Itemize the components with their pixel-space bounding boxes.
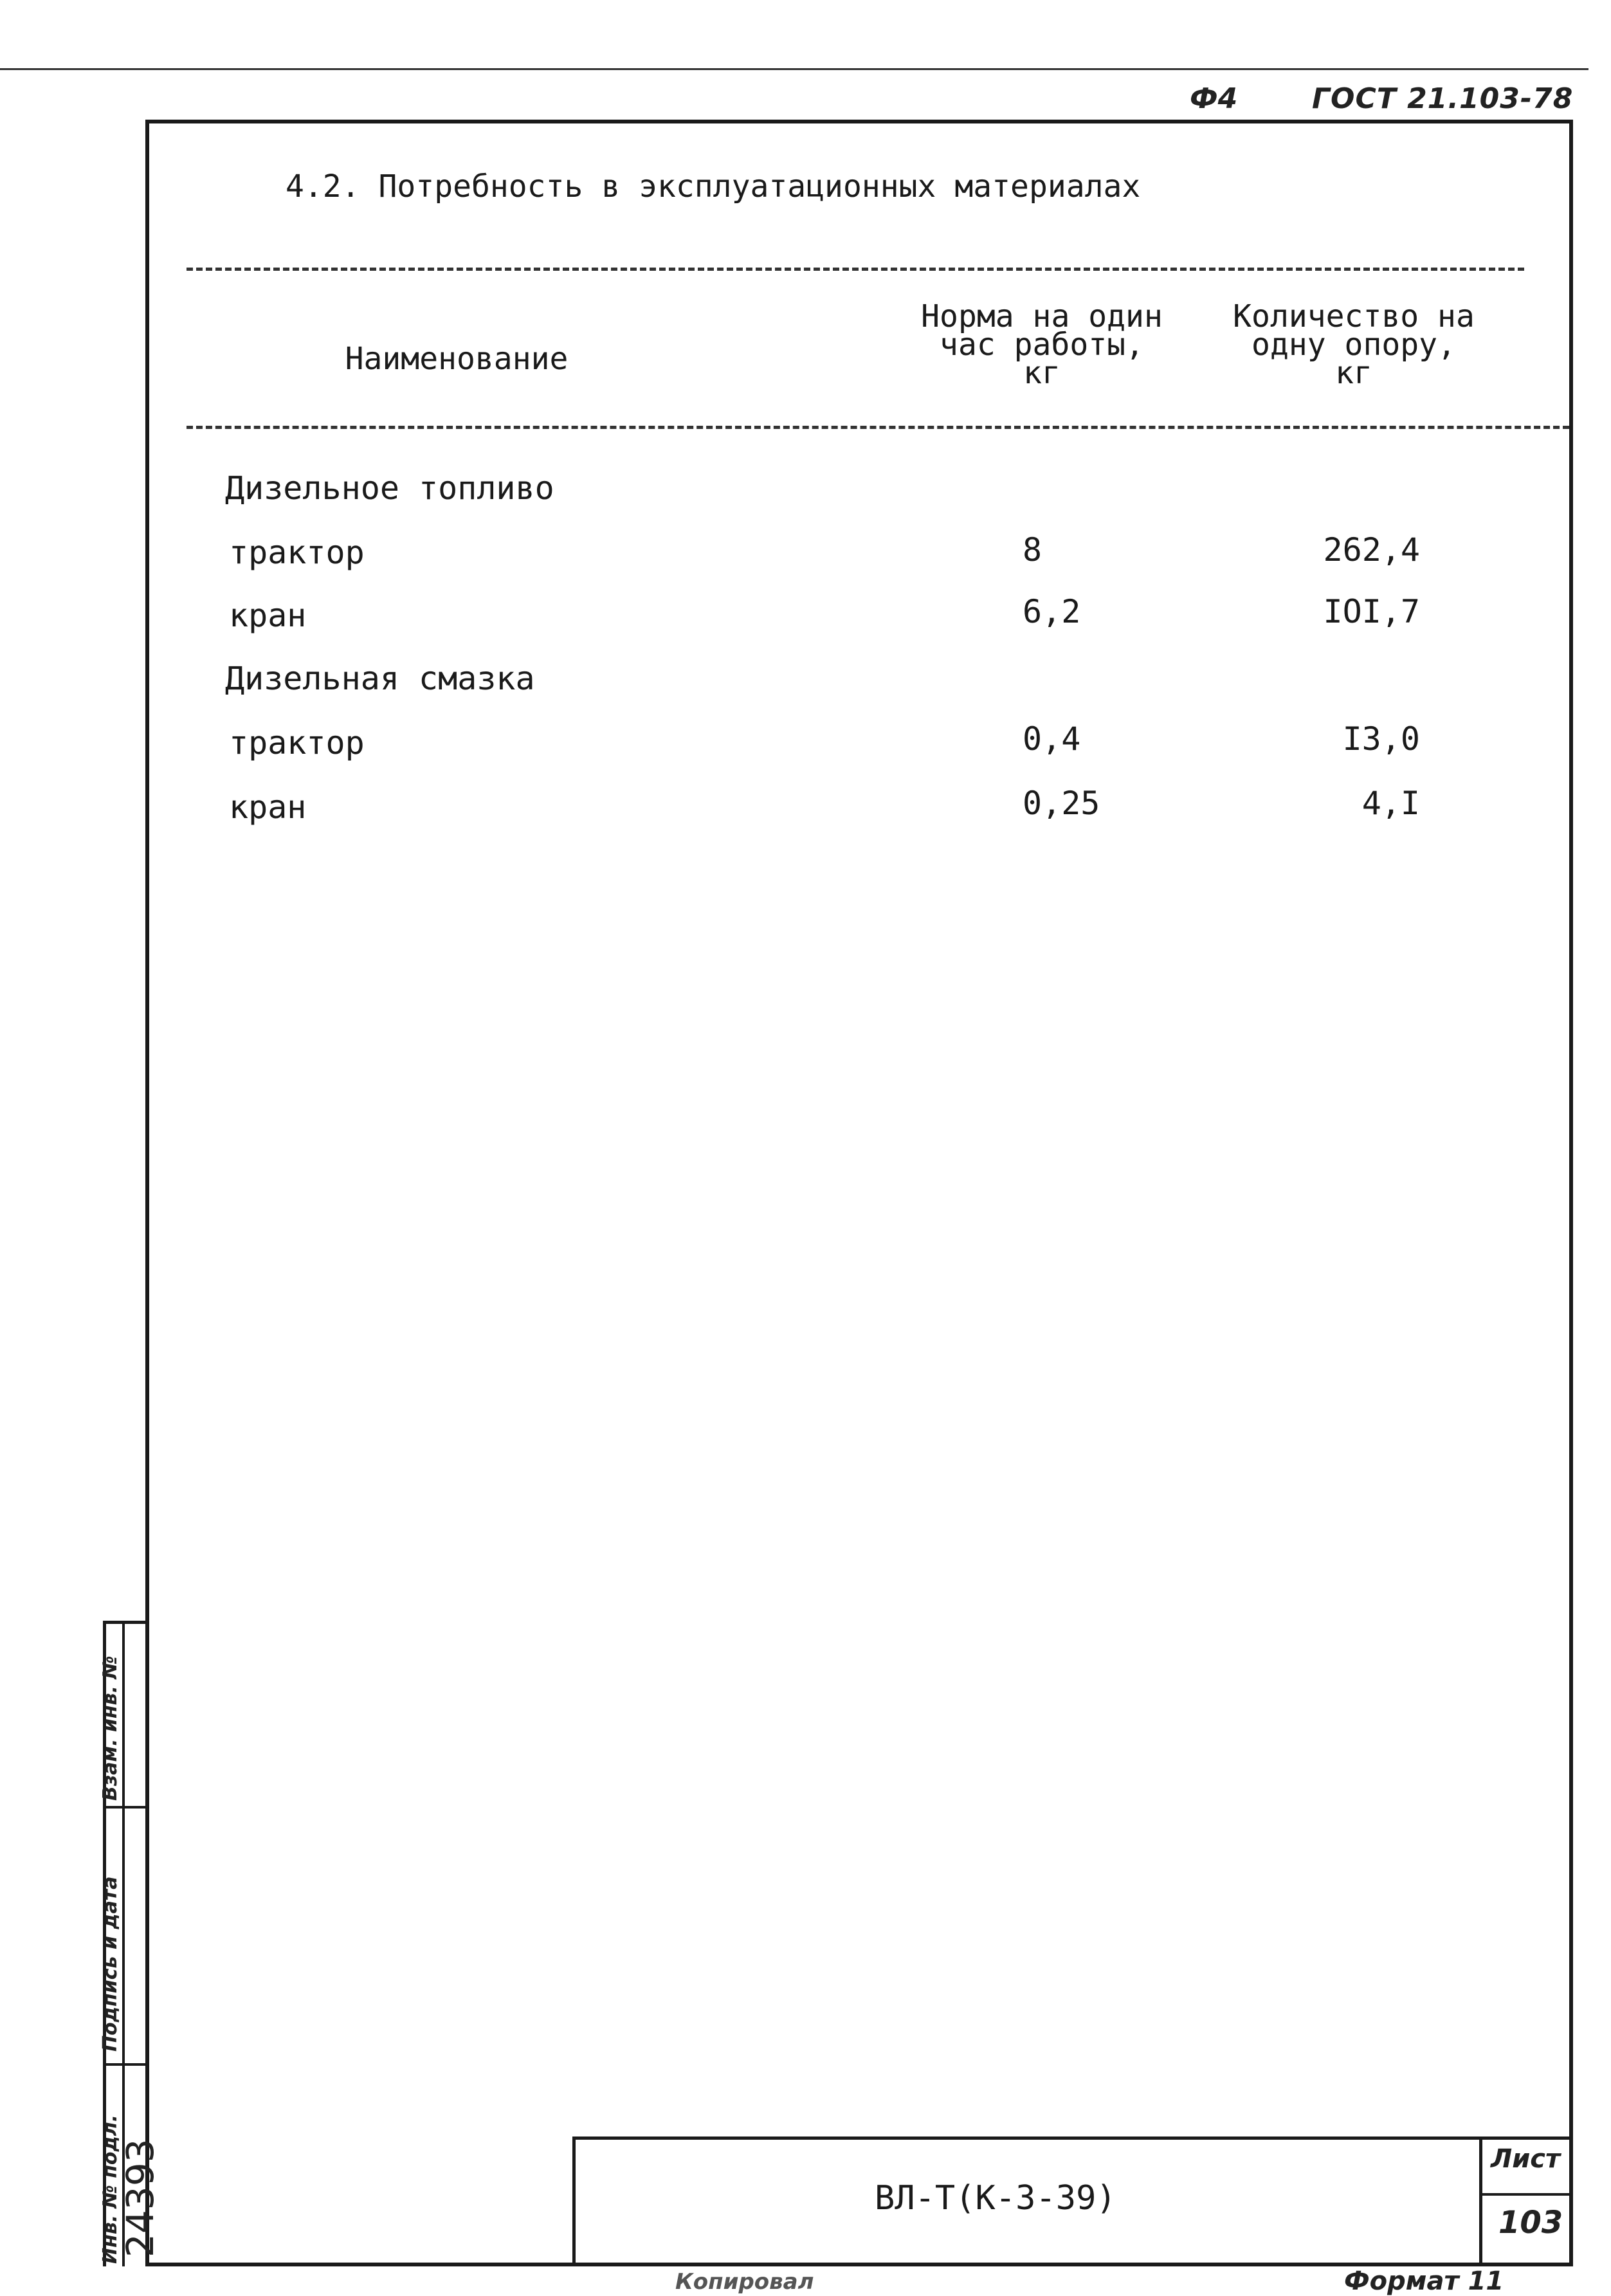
side-stamp-sep: [103, 2063, 148, 2066]
title-block-sheet-rule: [1479, 2193, 1573, 2196]
row-qty: I3,0: [1342, 720, 1420, 758]
table-header-rule: [187, 426, 1569, 429]
row-qty: 4,I: [1361, 785, 1420, 822]
row-name: трактор: [229, 724, 365, 761]
signature-date-label: Подпись и дата: [99, 1876, 122, 2052]
header-name: Наименование: [345, 341, 569, 377]
side-stamp-sep: [103, 1806, 148, 1809]
row-norm: 8: [1023, 531, 1042, 569]
row-norm: 0,25: [1023, 785, 1100, 822]
section-title: 4.2. Потребность в эксплуатационных материалах: [286, 169, 1141, 205]
document-designation: ВЛ-Т(К-3-39): [875, 2179, 1116, 2218]
header-norm-line1: Норма на один: [921, 298, 1163, 334]
header-norm-line3: кг: [1023, 355, 1060, 391]
row-name: Дизельная смазка: [225, 660, 535, 697]
replace-inv-label: Взам. инв. №: [99, 1655, 122, 1801]
top-rule: [0, 68, 1588, 70]
form-code: Ф4: [1190, 82, 1238, 115]
format-label: Формат 11: [1344, 2266, 1504, 2296]
row-qty: 262,4: [1323, 531, 1420, 569]
row-norm: 0,4: [1023, 720, 1081, 758]
header-qty-line1: Количество на: [1233, 298, 1475, 334]
header-norm-line2: час работы,: [940, 327, 1144, 363]
copied-by-label: Копировал: [675, 2269, 814, 2295]
header-qty-line3: кг: [1335, 355, 1372, 391]
title-block-divider: [1479, 2137, 1482, 2266]
row-name: кран: [229, 788, 307, 826]
sheet-label: Лист: [1491, 2144, 1561, 2174]
inv-number: 24393: [118, 2138, 162, 2257]
row-name: трактор: [229, 534, 365, 571]
sheet-number: 103: [1498, 2205, 1563, 2241]
row-norm: 6,2: [1023, 593, 1081, 630]
table-top-rule: [187, 268, 1524, 271]
row-qty: IOI,7: [1323, 593, 1420, 630]
header-qty: [1203, 298, 1505, 391]
row-name: кран: [229, 597, 307, 634]
standard-code: ГОСТ 21.103-78: [1312, 82, 1574, 115]
inv-original-label: Инв. № подл.: [99, 2114, 122, 2264]
header-qty-line2: одну опору,: [1251, 327, 1456, 363]
header-norm: [887, 298, 1196, 391]
drawing-frame: [145, 120, 1573, 2266]
row-name: Дизельное топливо: [225, 469, 554, 507]
